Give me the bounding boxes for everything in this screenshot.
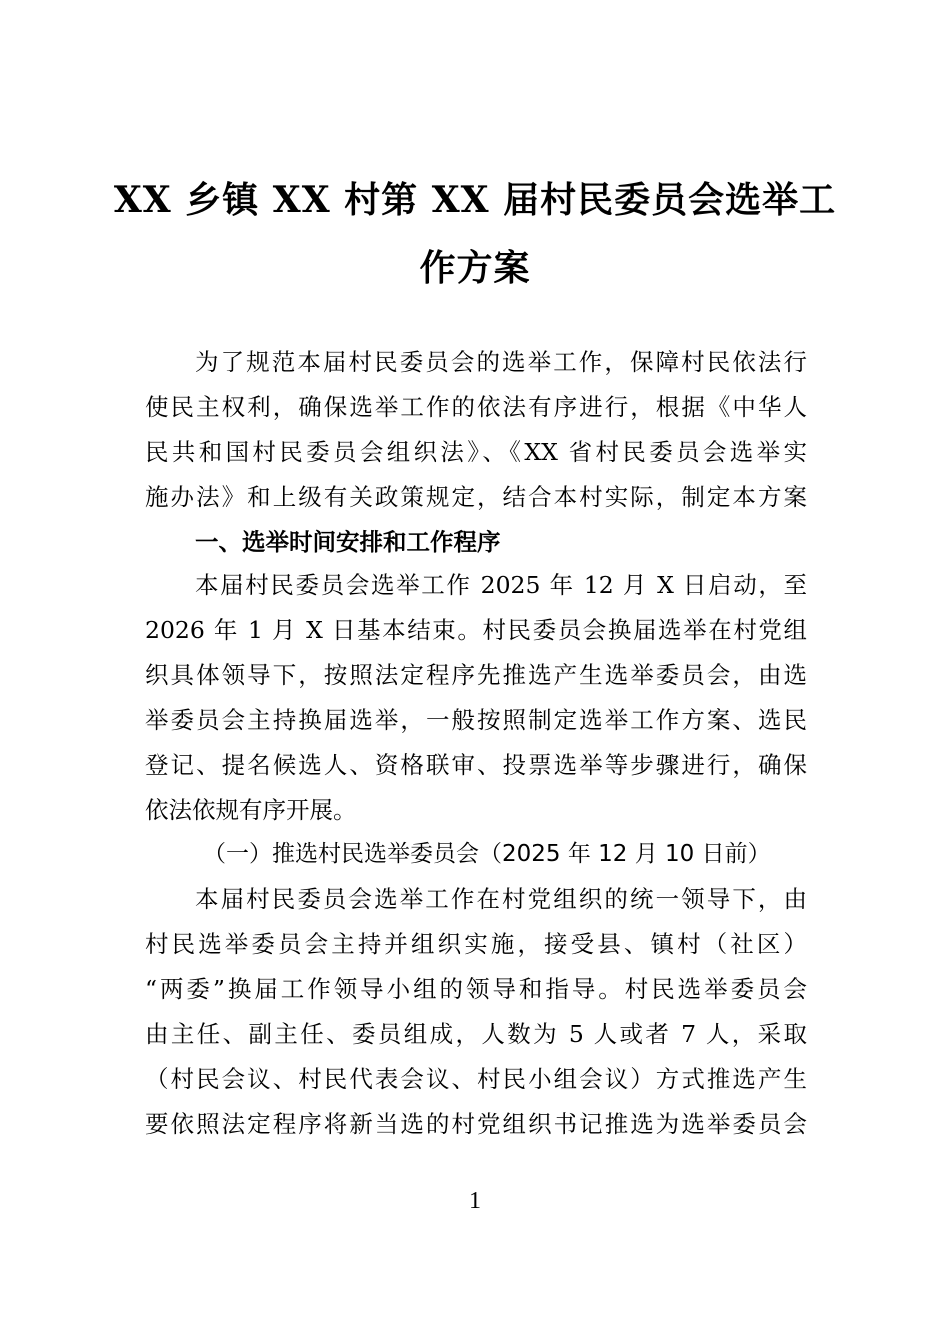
section-heading-1: 一、选举时间安排和工作程序 (195, 528, 501, 556)
section-1-line: 2026 年 1 月 X 日基本结束。村民委员会换届选举在村党组 (145, 616, 807, 644)
page-number: 1 (469, 1188, 481, 1214)
subsection-1-line: 村民选举委员会主持并组织实施，接受县、镇村（社区） (145, 930, 807, 958)
document-title-line-1: XX 乡镇 XX 村第 XX 届村民委员会选举工 (113, 179, 837, 221)
section-1-line: 依法依规有序开展。 (145, 796, 357, 824)
subsection-1-line: （村民会议、村民代表会议、村民小组会议）方式推选产生 (145, 1065, 807, 1093)
section-1-line: 本届村民委员会选举工作 2025 年 12 月 X 日启动，至 (195, 571, 807, 599)
intro-line: 施办法》和上级有关政策规定，结合本村实际，制定本方案 (145, 483, 807, 511)
section-1-line: 登记、提名候选人、资格联审、投票选举等步骤进行，确保 (145, 751, 807, 779)
document-title-line-2: 作方案 (419, 247, 531, 289)
section-1-line: 织具体领导下，按照法定程序先推选产生选举委员会，由选 (145, 661, 807, 689)
section-1-line: 举委员会主持换届选举，一般按照制定选举工作方案、选民 (145, 706, 807, 734)
subsection-1-line: “两委”换届工作领导小组的领导和指导。村民选举委员会 (145, 975, 807, 1003)
intro-line: 民共和国村民委员会组织法》、《XX 省村民委员会选举实 (145, 438, 807, 466)
subsection-1-line: 本届村民委员会选举工作在村党组织的统一领导下，由 (195, 885, 807, 913)
subsection-heading-1: （一）推选村民选举委员会（2025 年 12 月 10 日前） (203, 841, 771, 867)
intro-line: 为了规范本届村民委员会的选举工作，保障村民依法行 (195, 348, 807, 376)
subsection-1-line: 由主任、副主任、委员组成，人数为 5 人或者 7 人，采取 (145, 1020, 807, 1048)
intro-line: 使民主权利，确保选举工作的依法有序进行，根据《中华人 (145, 393, 807, 421)
subsection-1-line: 要依照法定程序将新当选的村党组织书记推选为选举委员会 (145, 1110, 807, 1138)
